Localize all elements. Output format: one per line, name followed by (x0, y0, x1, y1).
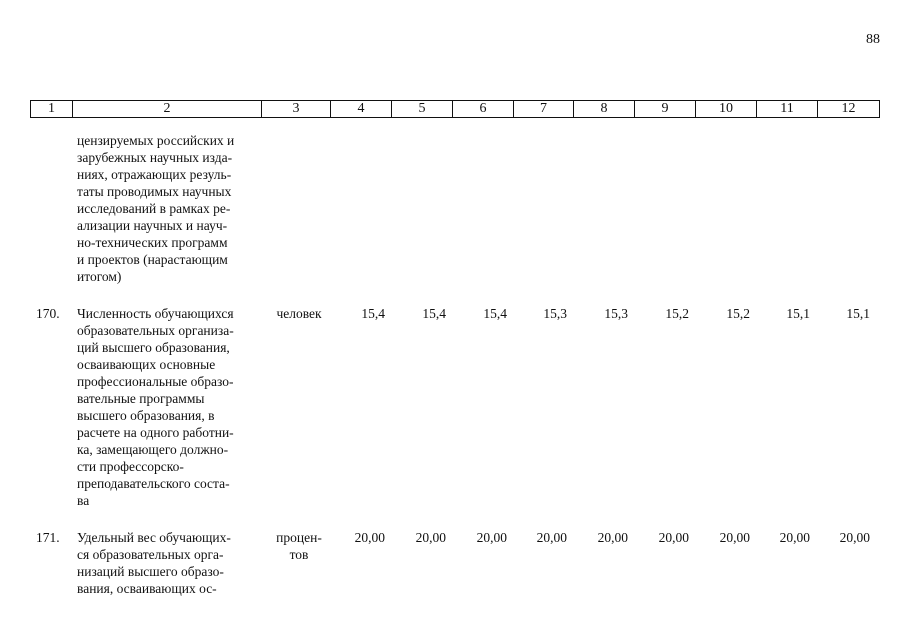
column-header-5: 5 (392, 101, 453, 117)
column-header-6: 6 (453, 101, 514, 117)
column-header-12: 12 (841, 101, 856, 116)
row-number: 171. (36, 530, 60, 545)
row-value-col11: 15,1 (786, 306, 810, 321)
row-description: Численность обучающихся образовательных организа- ций высшего образования, осваивающих основные профессиональные образо- вательные программы высшего образования, в расчете на одного работни- ка, замещающего должно- сти профессорско- преподавательского соста- ва (77, 306, 234, 508)
column-header-10: 10 (696, 101, 757, 117)
row-number: 170. (36, 306, 60, 321)
table-header-row (30, 100, 880, 118)
row-value-col12: 15,1 (846, 306, 870, 321)
row-unit: человек (276, 306, 322, 321)
row-value-col8: 15,3 (604, 306, 628, 321)
column-header-8: 8 (574, 101, 635, 117)
row-value-col11: 20,00 (779, 530, 810, 545)
page-number: 88 (866, 32, 880, 47)
row-value-col5: 15,4 (422, 306, 446, 321)
row-unit: процен- тов (276, 530, 322, 562)
column-header-3: 3 (262, 101, 331, 117)
column-header-2: 2 (73, 101, 262, 117)
row-value-col6: 15,4 (483, 306, 507, 321)
row-value-col5: 20,00 (415, 530, 446, 545)
row-value-col9: 15,2 (665, 306, 689, 321)
column-header-7: 7 (514, 101, 574, 117)
column-header-9: 9 (635, 101, 696, 117)
continued-description: цензируемых российских и зарубежных научных изда- ниях, отражающих резуль- таты проводимых научных исследований в рамках ре- ализации научных и науч- но-технических программ и проектов (нарастающим итогом) (77, 133, 235, 284)
row-value-col7: 15,3 (543, 306, 567, 321)
row-value-col10: 15,2 (726, 306, 750, 321)
column-header-1: 1 (31, 101, 73, 117)
row-value-col10: 20,00 (719, 530, 750, 545)
row-value-col7: 20,00 (536, 530, 567, 545)
row-value-col4: 15,4 (361, 306, 385, 321)
row-description: Удельный вес обучающих- ся образовательных орга- низаций высшего образо- вания, осваивающих ос- (77, 530, 231, 596)
column-header-11: 11 (757, 101, 818, 117)
row-value-col12: 20,00 (839, 530, 870, 545)
row-value-col6: 20,00 (476, 530, 507, 545)
row-value-col4: 20,00 (354, 530, 385, 545)
column-header-4: 4 (331, 101, 392, 117)
row-value-col9: 20,00 (658, 530, 689, 545)
row-value-col8: 20,00 (597, 530, 628, 545)
